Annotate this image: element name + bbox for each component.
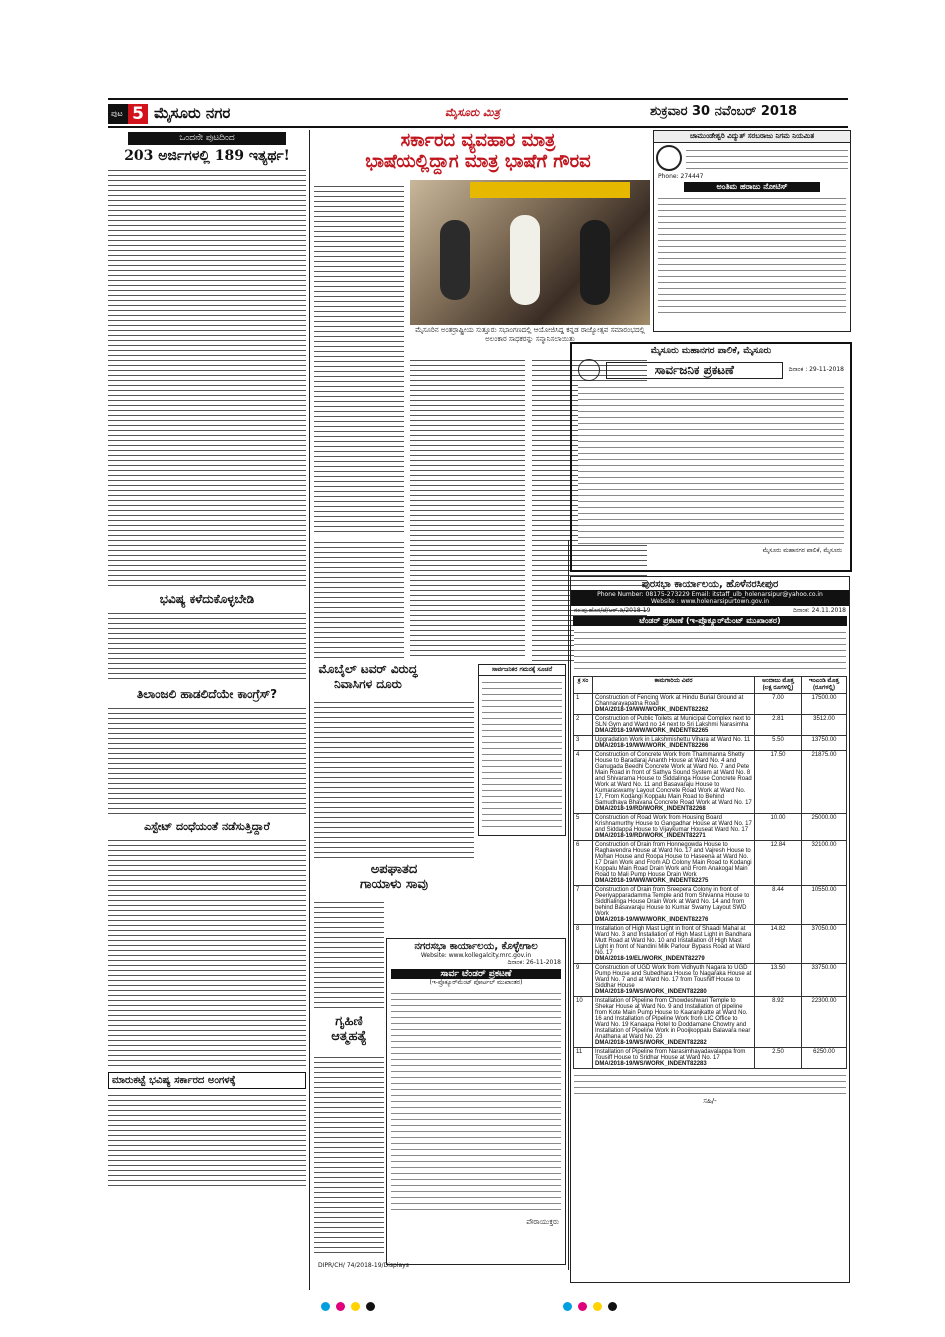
mcc-emblem-icon — [578, 359, 600, 381]
tender-sl: 9 — [574, 964, 593, 997]
tender-work-code: DMA/2018-19/WS/WORK_INDENT82280 — [595, 989, 707, 995]
left-body-3 — [108, 706, 306, 816]
kollegal-signature: ಪೌರಾಯುಕ್ತರು — [526, 1218, 559, 1226]
tender-work-code: DMA/2018-19/EL/WORK_INDENT82279 — [595, 956, 705, 962]
photo-caption: ಮೈಸೂರಿನ ಅಂತರ್ರಾಷ್ಟ್ರೀಯ ಸುತ್ತೂರು ಸಭಾಂಗಣದಲ್ಲಿ ಆಯೋಜಿಸಿದ್ದ ಕನ್ನಡ ರಾಜ್ಯೋತ್ಸವ ಸಮಾರಂಭದಲ್ಲಿ ಅಲಂಕಾರ ಸಾಧಕರನ್ನು ಸನ್ಮಾನಿಸಲಾಯಿತು — [415, 326, 645, 343]
tender-work-desc: Construction of Fencing Work at Hindu Burial Ground at Channarayapatna Road — [595, 695, 744, 707]
tender-emd: 17500.00 — [802, 694, 847, 715]
hole-website: Website : www.holenarsipurtown.gov.in — [650, 598, 770, 605]
tender-sl: 3 — [574, 736, 593, 751]
tender-work-code: DMA/2018-19/WS/WORK_INDENT82282 — [595, 1040, 707, 1046]
hole-date: ದಿನಾಂಕ: 24.11.2018 — [793, 607, 846, 614]
paper-name: ಮೈಸೂರು ಮಿತ್ರ — [445, 106, 500, 119]
page-date: ಶುಕ್ರವಾರ 30 ನವೆಂಬರ್ 2018 — [650, 104, 798, 119]
tender-work-desc: Installation of Pipeline from Chowdeshwari Temple to Shekar House at Ward No. 9 and Installation of pipeline from Kote Main Pump House to Kaaranjkatte at Ward No. 16 and Installation of Pipeline Work from LIC Office to Ward No. 19 Kanaapa Hotel to Doddamane Chowtry and Installation of Pipeline Work in Pooijkoppalu Balavara near Anathana at Ward No. 23 — [595, 998, 751, 1040]
small-notice — [478, 664, 566, 836]
tender-work-code: DMA/2018-19/WW/WORK_INDENT82265 — [595, 728, 709, 734]
color-dot — [336, 1302, 345, 1311]
color-dot — [321, 1302, 330, 1311]
left-sub-2: ತಿಲಾಂಜಲಿ ಹಾಡಲಿದೆಯೇ ಕಾಂಗ್ರೆಸ್? — [136, 687, 278, 701]
tender-emd: 6250.00 — [802, 1048, 847, 1069]
tender-emd: 32100.00 — [802, 841, 847, 886]
tender-work — [593, 886, 755, 925]
tender-row — [574, 694, 847, 715]
tender-sl: 8 — [574, 925, 593, 964]
tender-amount: 14.82 — [755, 925, 802, 964]
hole-ref: ನಂ:ಪು.ಹೊನ/ಟೆ/ಆರ್.ಡಿ/2018-19 — [574, 607, 651, 614]
col-sl: ಕ್ರ ಸಂ — [574, 677, 593, 694]
tender-row — [574, 1048, 847, 1069]
tender-work — [593, 736, 755, 751]
tender-work — [593, 814, 755, 841]
tender-table — [573, 676, 847, 1069]
tender-amount: 17.50 — [755, 751, 802, 814]
cesc-title: ಅಂತಿಮ ಹರಾಜು ನೋಟಿಸ್ — [684, 182, 820, 192]
tender-row — [574, 841, 847, 886]
tender-sl: 2 — [574, 715, 593, 736]
kollegal-body — [391, 990, 561, 1215]
tender-work — [593, 1048, 755, 1069]
tender-amount: 7.00 — [755, 694, 802, 715]
mcc-signature: ಮೈಸೂರು ಮಹಾನಗರ ಪಾಲಿಕೆ, ಮೈಸೂರು — [762, 547, 842, 554]
hole-notice — [570, 576, 850, 1283]
lead-body-col-2 — [410, 358, 525, 658]
tender-work — [593, 715, 755, 736]
tender-emd: 25000.00 — [802, 814, 847, 841]
tender-emd: 13750.00 — [802, 736, 847, 751]
color-dot — [578, 1302, 587, 1311]
mcc-date: ದಿನಾಂಕ : 29-11-2018 — [788, 366, 844, 373]
left-sub-1: ಭವಿಷ್ಯ ಕಳೆದುಕೊಳ್ಳಬೇಡಿ — [159, 592, 255, 606]
tender-amount: 5.50 — [755, 736, 802, 751]
top-rule — [108, 98, 848, 100]
mcc-title: ಸಾರ್ವಜನಿಕ ಪ್ರಕಟಣೆ — [606, 362, 783, 379]
left-sub-3: ಎಸ್ಟೇಟ್ ದಂಧೆಯಂತೆ ನಡೆಸುತ್ತಿದ್ದಾರೆ — [144, 820, 270, 833]
tender-row — [574, 964, 847, 997]
kollegal-notice — [386, 938, 566, 1265]
tender-row — [574, 751, 847, 814]
tender-row — [574, 736, 847, 751]
cesc-header: ಚಾಮುಂಡೇಶ್ವರಿ ವಿದ್ಯುತ್ ಸರಬರಾಜು ನಿಗಮ ನಿಯಮಿತ — [654, 131, 850, 143]
tender-emd: 21875.00 — [802, 751, 847, 814]
color-dot — [593, 1302, 602, 1311]
left-sub-4: ಮಾರುಕಟ್ಟೆ ಭವಿಷ್ಯ ಸರ್ಕಾರದ ಅಂಗಳಕ್ಕೆ — [108, 1072, 306, 1089]
color-dot — [608, 1302, 617, 1311]
tender-work-desc: Construction of UGD Work from Vidhyuth Nagara to UGD Pump House and Subedhara House to Nagaraka House at Ward No. 7 and at Ward No. 17 from Toushiff House to Siddhar House — [595, 965, 752, 989]
suicide-body — [314, 1055, 384, 1255]
kollegal-org: ನಗರಸಭಾ ಕಾರ್ಯಾಲಯ, ಕೊಳ್ಳೇಗಾಲ — [414, 941, 538, 952]
accident-headline-1: ಅಪಘಾತದ — [370, 862, 418, 877]
lead-headline-2: ಭಾಷೆಯಲ್ಲಿದ್ದಾಗ ಮಾತ್ರ ಭಾಷೆಗೆ ಗೌರವ — [365, 151, 591, 172]
col-amount: ಅಂದಾಜು ಮೊತ್ತ (ಲಕ್ಷ ರೂಗಳಲ್ಲಿ) — [755, 677, 802, 694]
dipr-code: DIPR/CH/ 74/2018-19/Displays — [318, 1262, 409, 1269]
tender-work-code: DMA/2018-19/WW/WORK_INDENT82276 — [595, 917, 709, 923]
color-dots-right — [560, 1296, 620, 1315]
tender-row — [574, 925, 847, 964]
tender-work — [593, 925, 755, 964]
tender-work — [593, 694, 755, 715]
tower-headline-2: ನಿವಾಸಿಗಳ ದೂರು — [334, 677, 402, 691]
mcc-org: ಮೈಸೂರು ಮಹಾನಗರ ಪಾಲಿಕೆ, ಮೈಸೂರು — [650, 346, 772, 356]
col-divider-2 — [568, 540, 569, 1270]
hole-intro — [574, 629, 846, 673]
tender-sl: 5 — [574, 814, 593, 841]
tender-work-desc: Construction of Drain from Honnegowda House to Raghavendra House at Ward No. 17 and Vajresh House to Mohan House and Roopa House to Haseena at Ward No. 17 Drain Work and From AD Colony Main Road to Kodangi Koppalu Main Road Drain Work and From Anakogal Main Road to Mali Pump House Drain Work — [595, 842, 752, 878]
tender-work-desc: Construction of Road Work from Housing Board Krishnamurthy House to Gangadhar House at Ward No. 17 and Siddappa House to Vijaykumar Houseat Ward No. 17 — [595, 815, 752, 833]
tender-work-code: DMA/2018-19/RD/WORK_INDENT82268 — [595, 806, 706, 812]
hole-org: ಪುರಸಭಾ ಕಾರ್ಯಾಲಯ, ಹೊಳೆನರಸೀಪುರ — [641, 579, 779, 590]
accident-body — [314, 900, 384, 1010]
tender-emd: 22300.00 — [802, 997, 847, 1048]
color-dot — [351, 1302, 360, 1311]
tender-row — [574, 814, 847, 841]
kollegal-subtitle: (ಇ-ಪ್ರೊಕ್ಯೂರ್‌ಮೆಂಟ್ ಪೋರ್ಟಲ್ ಮುಖಾಂತರ) — [429, 979, 523, 986]
lead-headline-1: ಸರ್ಕಾರದ ವ್ಯವಹಾರ ಮಾತ್ರ — [400, 130, 556, 151]
cesc-body — [658, 195, 846, 315]
tender-amount: 8.92 — [755, 997, 802, 1048]
tender-amount: 2.81 — [755, 715, 802, 736]
page-number: 5 — [128, 104, 148, 124]
page-label: ಪುಟ — [111, 109, 123, 118]
mcc-body — [578, 384, 844, 544]
tender-sl: 11 — [574, 1048, 593, 1069]
tender-sl: 10 — [574, 997, 593, 1048]
lead-body-col-1 — [314, 184, 404, 534]
tender-work — [593, 841, 755, 886]
tender-amount: 10.00 — [755, 814, 802, 841]
section-title: ಮೈಸೂರು ನಗರ — [154, 104, 231, 122]
hole-contact-bar — [571, 590, 849, 606]
tender-emd: 10550.00 — [802, 886, 847, 925]
small-notice-title: ಸಾರ್ವಜನಿಕರ ಗಮನಕ್ಕೆ ಸೂಚನೆ — [479, 665, 565, 676]
masthead-rule — [108, 126, 848, 128]
tender-amount: 8.44 — [755, 886, 802, 925]
kollegal-title: ಸಾರ್ವ ಟೆಂಡರ್ ಪ್ರಕಟಣೆ — [391, 969, 561, 979]
tender-sl: 4 — [574, 751, 593, 814]
tender-work — [593, 997, 755, 1048]
hole-contact: Phone Number: 08175-273229 Email: itstaff_ulb_holenarsipur@yahoo.co.in — [597, 591, 823, 598]
cesc-notice — [653, 130, 851, 332]
col-emd: ಇಂಎಂಡಿ ಮೊತ್ತ (ರೂಗಳಲ್ಲಿ) — [802, 677, 847, 694]
page-badge — [108, 104, 148, 124]
accident-headline — [314, 862, 474, 892]
tender-work-desc: Installation of Pipeline from Narasimhayadavalappa from Tousiff House to Sridhar House at Ward No. 17 — [595, 1049, 746, 1061]
left-body-4 — [108, 838, 306, 1068]
kollegal-date: ದಿನಾಂಕ: 26-11-2018 — [507, 959, 561, 966]
lead-headline — [313, 130, 643, 178]
col-divider-1 — [309, 130, 310, 1290]
tender-work — [593, 964, 755, 997]
hole-signature: ಸಹಿ/- — [703, 1097, 717, 1105]
tower-headline-1: ಮೊಬೈಲ್ ಟವರ್ ವಿರುದ್ಧ — [318, 662, 418, 676]
tender-amount: 13.50 — [755, 964, 802, 997]
mcc-notice — [570, 342, 852, 572]
tender-sl: 6 — [574, 841, 593, 886]
kicker: ಒಂದನೇ ಪುಟದಿಂದ — [128, 132, 286, 145]
suicide-headline — [314, 1014, 384, 1044]
mid-body-1 — [314, 540, 404, 660]
suicide-headline-2: ಆತ್ಮಹತ್ಯೆ — [331, 1029, 367, 1044]
tender-amount: 2.50 — [755, 1048, 802, 1069]
tender-row — [574, 715, 847, 736]
tender-work-code: DMA/2018-19/WW/WORK_INDENT82262 — [595, 707, 709, 713]
left-body-2 — [108, 611, 306, 681]
color-dot — [563, 1302, 572, 1311]
tower-body — [314, 700, 474, 860]
event-photo — [410, 180, 650, 325]
tender-emd: 33750.00 — [802, 964, 847, 997]
tender-row — [574, 886, 847, 925]
tender-work-desc: Installation of High Mast Light in front of Shaadi Mahal at Ward No. 3 and Installation of High Mast Light in Bandhara Mutt Road at Ward No. 10 and Installation of High Mast Light in front of Nandini Milk Parlour Bypass Road at Ward No. 17 — [595, 926, 752, 956]
tender-amount: 12.84 — [755, 841, 802, 886]
cesc-phone: Phone: 274447 — [658, 173, 704, 180]
tender-work — [593, 751, 755, 814]
accident-headline-2: ಗಾಯಾಳು ಸಾವು — [360, 877, 428, 892]
tender-work-desc: Construction of Drain from Sreepera Colony in front of Peeriyapparadamma Temple and from Shivanna House to Siddhalinga House Drain Work at Ward No. 14 and from behind Basavaraju House to Kumar Swamy Layout SWD Work — [595, 887, 750, 917]
left-body-5 — [108, 1093, 306, 1188]
suicide-headline-1: ಗೃಹಿಣಿ — [335, 1014, 363, 1029]
tender-emd: 37050.00 — [802, 925, 847, 964]
left-headline: 203 ಅರ್ಜಿಗಳಲ್ಲಿ 189 ಇತ್ಯರ್ಥ! — [124, 148, 290, 164]
cesc-logo-icon — [656, 145, 682, 171]
tender-sl: 7 — [574, 886, 593, 925]
left-column — [108, 132, 306, 1232]
color-dots-left — [318, 1296, 378, 1315]
tender-emd: 3512.00 — [802, 715, 847, 736]
hole-footer-text — [574, 1072, 846, 1094]
tower-headline — [314, 662, 422, 692]
tender-work-desc: Upgradation Work in Lakshmishettu Vihara at Ward No. 11 — [595, 737, 751, 743]
kollegal-website: Website: www.kollegalcity.mrc.gov.in — [420, 952, 532, 959]
tender-work-code: DMA/2018-19/WW/WORK_INDENT82266 — [595, 743, 709, 749]
tender-work-desc: Construction of Concrete Work from Thammanna Shetty House to Baradaraj Ananth House at Ward No. 4 and Ganugada Beedhi Concrete Work at Ward No. 7 and Pete Main Road in front of Sathya Sound System at Ward No. 8 and Shivarama House to Siddalinga House Concrete Road Work at Ward No. 11 and Basavaraju House to Kumaraswamy Layout Concrete Road Work at Ward No. 17, From Kodangi Koppalu Main Road to Behind Samudhaya Bhavana Concrete Road Work at Ward No. 17 — [595, 752, 752, 806]
col-work: ಕಾಮಗಾರಿಯ ವಿವರ — [593, 677, 755, 694]
tender-work-code: DMA/2018-19/WS/WORK_INDENT82283 — [595, 1061, 707, 1067]
tender-work-desc: Construction of Public Toilets at Municipal Complex next to SLN Gym and Ward no 14 next to Sri Lakshmi Narasimha — [595, 716, 751, 728]
tender-work-code: DMA/2018-19/WW/WORK_INDENT82275 — [595, 878, 709, 884]
color-dot — [366, 1302, 375, 1311]
tender-row — [574, 997, 847, 1048]
tender-work-code: DMA/2018-19/RD/WORK_INDENT82271 — [595, 833, 706, 839]
hole-title: ಟೆಂಡರ್ ಪ್ರಕಟಣೆ (ಇ-ಪ್ರೊಕ್ಯೂರ್‌ಮೆಂಟ್ ಮುಖಾಂತರ) — [573, 616, 847, 626]
tender-sl: 1 — [574, 694, 593, 715]
left-body-1 — [108, 168, 306, 588]
